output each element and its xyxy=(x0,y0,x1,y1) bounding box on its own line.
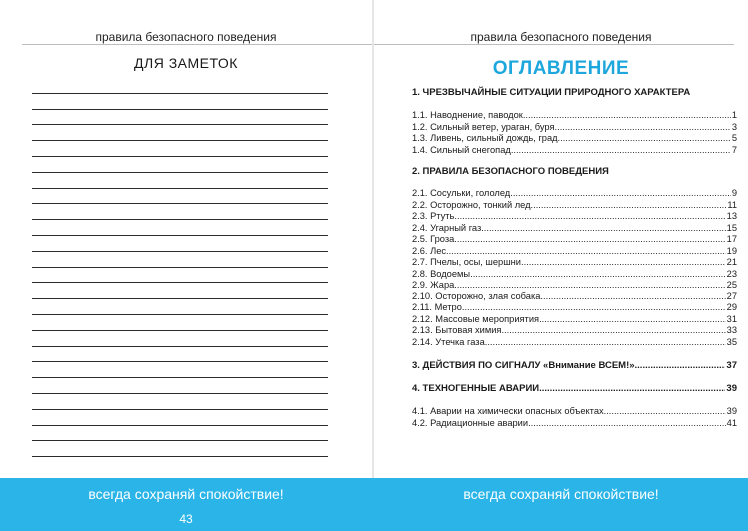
toc-entry-label: 2.10. Осторожно, злая собака xyxy=(412,291,541,301)
toc-entry xyxy=(412,223,737,233)
toc-entry xyxy=(412,406,737,416)
toc-entry-page: 1 xyxy=(731,110,737,120)
toc-entry-page: 29 xyxy=(726,302,737,312)
toc-entry-label: 1.1. Наводнение, паводок xyxy=(412,110,523,120)
toc-entry-page: 5 xyxy=(731,133,737,143)
toc-entry xyxy=(412,269,737,279)
notes-line xyxy=(32,283,328,299)
toc-entry-label: 2.1. Сосульки, гололед xyxy=(412,188,511,198)
toc-entry-label: 2.11. Метро xyxy=(412,302,462,312)
toc-entry-label: 2.13. Бытовая химия xyxy=(412,325,502,335)
notes-line xyxy=(32,426,328,442)
toc-entry xyxy=(412,145,737,155)
notes-line xyxy=(32,347,328,363)
toc-entry xyxy=(412,280,737,290)
toc-entry-label: 2.7. Пчелы, осы, шершни xyxy=(412,257,522,267)
toc-entry xyxy=(412,234,737,244)
toc-entry xyxy=(412,122,737,132)
toc-entry xyxy=(412,211,737,221)
notes-line xyxy=(32,268,328,284)
toc-entry-page: 41 xyxy=(726,418,737,428)
notes-lines xyxy=(32,78,328,457)
toc-entry-label: 2.8. Водоемы xyxy=(412,269,471,279)
header-rule xyxy=(374,44,734,45)
toc-title: ОГЛАВЛЕНИЕ xyxy=(492,58,630,79)
toc-entry-page: 39 xyxy=(726,383,737,394)
toc-section-title: 3. ДЕЙСТВИЯ ПО СИГНАЛУ «Внимание ВСЕМ!» xyxy=(412,360,635,371)
toc-entry-page: 27 xyxy=(726,291,737,301)
notes-line xyxy=(32,331,328,347)
toc-entry-label: 4.2. Радиационные аварии xyxy=(412,418,529,428)
notes-line xyxy=(32,252,328,268)
notes-title: ДЛЯ ЗАМЕТОК xyxy=(134,55,238,71)
toc-entry-page: 3 xyxy=(731,122,737,132)
toc-entry-page: 11 xyxy=(727,200,737,210)
toc-entry-label: 1.3. Ливень, сильный дождь, град xyxy=(412,133,558,143)
toc-entry xyxy=(412,200,737,210)
toc-entry-page: 21 xyxy=(726,257,737,267)
toc-section-title: 2. ПРАВИЛА БЕЗОПАСНОГО ПОВЕДЕНИЯ xyxy=(412,166,609,177)
toc-section-entry xyxy=(412,360,737,371)
toc-entry xyxy=(412,188,737,198)
notes-line xyxy=(32,125,328,141)
toc-entry-label: 2.9. Жара xyxy=(412,280,455,290)
notes-line xyxy=(32,441,328,457)
toc-entry-page: 35 xyxy=(726,337,737,347)
notes-line xyxy=(32,315,328,331)
toc-entry xyxy=(412,257,737,267)
toc-entry-page: 9 xyxy=(731,188,737,198)
toc-section-title: 1. ЧРЕЗВЫЧАЙНЫЕ СИТУАЦИИ ПРИРОДНОГО ХАРАКТЕРА xyxy=(412,87,691,98)
toc-section-title: 4. ТЕХНОГЕННЫЕ АВАРИИ xyxy=(412,383,540,394)
toc-entry-label: 2.5. Гроза xyxy=(412,234,455,244)
toc-entry-page: 23 xyxy=(726,269,737,279)
notes-line xyxy=(32,378,328,394)
notes-line xyxy=(32,78,328,94)
toc-entry-page: 15 xyxy=(726,223,737,233)
toc-entry-page: 17 xyxy=(726,234,737,244)
toc-entry-label: 2.4. Угарный газ xyxy=(412,223,482,233)
notes-line xyxy=(32,189,328,205)
toc-entry-page: 19 xyxy=(726,246,737,256)
footer-slogan: всегда сохраняй спокойствие! xyxy=(88,486,284,502)
toc-entry xyxy=(412,302,737,312)
toc-entry xyxy=(412,133,737,143)
toc-entry-label: 2.2. Осторожно, тонкий лед xyxy=(412,200,531,210)
toc-entry-label: 1.2. Сильный ветер, ураган, буря xyxy=(412,122,555,132)
notes-line xyxy=(32,236,328,252)
notes-line xyxy=(32,157,328,173)
toc-entry-page: 31 xyxy=(726,314,737,324)
header-rule xyxy=(22,44,372,45)
toc-entry xyxy=(412,291,737,301)
toc-entry-label: 2.6. Лес xyxy=(412,246,447,256)
page-number: 43 xyxy=(179,512,193,526)
toc-entry-label: 1.4. Сильный снегопад xyxy=(412,145,511,155)
toc-entry-page: 25 xyxy=(726,280,737,290)
toc-entry-label: 2.12. Массовые мероприятия xyxy=(412,314,540,324)
notes-line xyxy=(32,94,328,110)
toc-entry xyxy=(412,325,737,335)
notes-line xyxy=(32,220,328,236)
toc-entry-page: 37 xyxy=(726,360,737,371)
toc-entry-page: 39 xyxy=(726,406,737,416)
notes-line xyxy=(32,362,328,378)
right-page xyxy=(374,0,748,531)
notes-line xyxy=(32,299,328,315)
running-header: правила безопасного поведения xyxy=(95,30,277,44)
toc-section-entry xyxy=(412,383,737,394)
notes-line xyxy=(32,410,328,426)
notes-line xyxy=(32,141,328,157)
toc-entry xyxy=(412,110,737,120)
left-page xyxy=(0,0,372,531)
toc-entry xyxy=(412,314,737,324)
toc-entry-label: 2.14. Утечка газа xyxy=(412,337,485,347)
toc-entry-page: 33 xyxy=(726,325,737,335)
toc-entry-page: 7 xyxy=(731,145,737,155)
toc-entry-page: 13 xyxy=(726,211,737,221)
footer-slogan: всегда сохраняй спокойствие! xyxy=(463,486,659,502)
toc-entry xyxy=(412,246,737,256)
toc-entry-label: 2.3. Ртуть xyxy=(412,211,455,221)
notes-line xyxy=(32,394,328,410)
toc-entry xyxy=(412,337,737,347)
running-header: правила безопасного поведения xyxy=(470,30,652,44)
notes-line xyxy=(32,110,328,126)
toc-entry-label: 4.1. Аварии на химически опасных объектах xyxy=(412,406,604,416)
notes-line xyxy=(32,173,328,189)
notes-line xyxy=(32,204,328,220)
toc-entry xyxy=(412,418,737,428)
